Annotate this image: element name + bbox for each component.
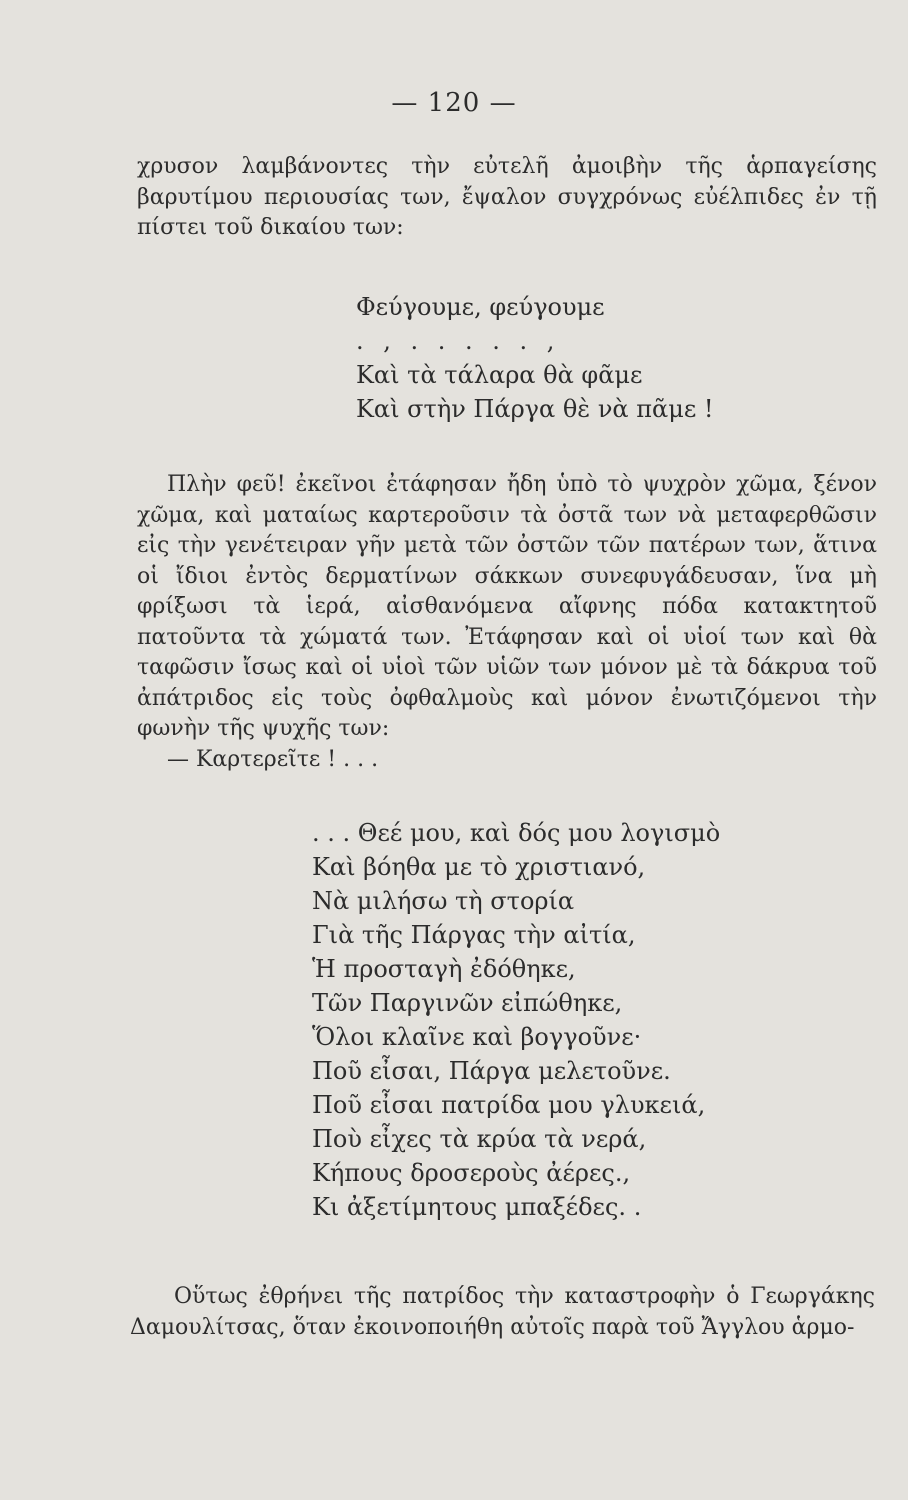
paragraph-opening xyxy=(137,152,877,244)
verse-2-line: . . . Θεέ μου, καὶ δός μου λογισμὸ xyxy=(312,819,721,847)
paragraph-main xyxy=(137,470,877,775)
verse-block-1 xyxy=(356,290,714,426)
verse-2-line: Κήπους δροσεροὺς ἀέρες., xyxy=(312,1159,631,1187)
verse-1-line-2: . , . . . . . , xyxy=(356,327,561,355)
verse-block-2 xyxy=(312,816,720,1224)
verse-2-line: Τῶν Παργινῶν εἰπώθηκε, xyxy=(312,989,623,1017)
verse-2-line: Νὰ μιλήσω τὴ στορία xyxy=(312,887,575,915)
paragraph-closing: Οὕτως ἐθρήνει τῆς πατρίδος τὴν καταστροφὴν ὁ Γεωργάκης Δαμουλίτσας, ὅταν ἐκοινοποιήθη αὐτοῖς παρὰ τοῦ Ἄγγλου ἁρμο- xyxy=(130,1284,875,1340)
verse-1-line-1: Φεύγουμε, φεύγουμε xyxy=(356,293,605,321)
verse-1-line-4: Καὶ στὴν Πάργα θὲ νὰ πᾶμε ! xyxy=(356,395,714,423)
verse-2-line: Ποῦ εἶσαι, Πάργα μελετοῦνε. xyxy=(312,1057,671,1085)
verse-2-line: Ὅλοι κλαῖνε καὶ βογγοῦνε· xyxy=(312,1023,642,1051)
verse-2-line: Γιὰ τῆς Πάργας τὴν αἰτία, xyxy=(312,921,636,949)
verse-2-line: Ποὺ εἶχες τὰ κρύα τὰ νερά, xyxy=(312,1125,647,1153)
verse-1-line-3: Καὶ τὰ τάλαρα θὰ φᾶμε xyxy=(356,361,643,389)
exclamation-line: — Καρτερεῖτε ! . . . xyxy=(167,746,379,772)
verse-2-line: Ἡ προσταγὴ ἐδόθηκε, xyxy=(312,955,576,983)
paragraph-1-text: χρυσον λαμβάνοντες τὴν εὐτελῆ ἀμοιβὴν τῆς ἁρπαγείσης βαρυτίμου περιουσίας των, ἔψαλον συγχρόνως εὐέλπιδες ἐν τῇ πίστει τοῦ δικαίου των: xyxy=(137,154,877,240)
paragraph-2-text: Πλὴν φεῦ! ἐκεῖνοι ἐτάφησαν ἤδη ὑπὸ τὸ ψυχρὸν χῶμα, ξένον χῶμα, καὶ ματαίως καρτεροῦσιν τὰ ὀστᾶ των νὰ μεταφερθῶσιν εἰς τὴν γενέτειραν γῆν μετὰ τῶν ὀστῶν τῶν πατέρων των, ἅτινα οἱ ἴδιοι ἐντὸς δερματίνων σάκκων συνεφυγάδευσαν, ἵνα μὴ φρίξωσι τὰ ἱερά, αἰσθανόμενα αἴφνης πόδα κατακτητοῦ πατοῦντα τὰ χώματά των. Ἐτάφησαν καὶ οἱ υἱοί των καὶ θὰ ταφῶσιν ἴσως καὶ οἱ υἱοὶ τῶν υἱῶν των μόνον μὲ τὰ δάκρυα τοῦ ἀπάτριδος εἰς τοὺς ὀφθαλμοὺς καὶ μόνον ἐνωτιζόμενοι τὴν φωνὴν τῆς ψυχῆς των: xyxy=(137,472,877,741)
verse-2-line: Κι ἀξετίμητους μπαξέδες. . xyxy=(312,1193,642,1221)
page-number: — 120 — xyxy=(391,88,517,118)
verse-2-line: Καὶ βόηθα με τὸ χριστιανό, xyxy=(312,853,646,881)
verse-2-line: Ποῦ εἶσαι πατρίδα μου γλυκειά, xyxy=(312,1091,706,1119)
